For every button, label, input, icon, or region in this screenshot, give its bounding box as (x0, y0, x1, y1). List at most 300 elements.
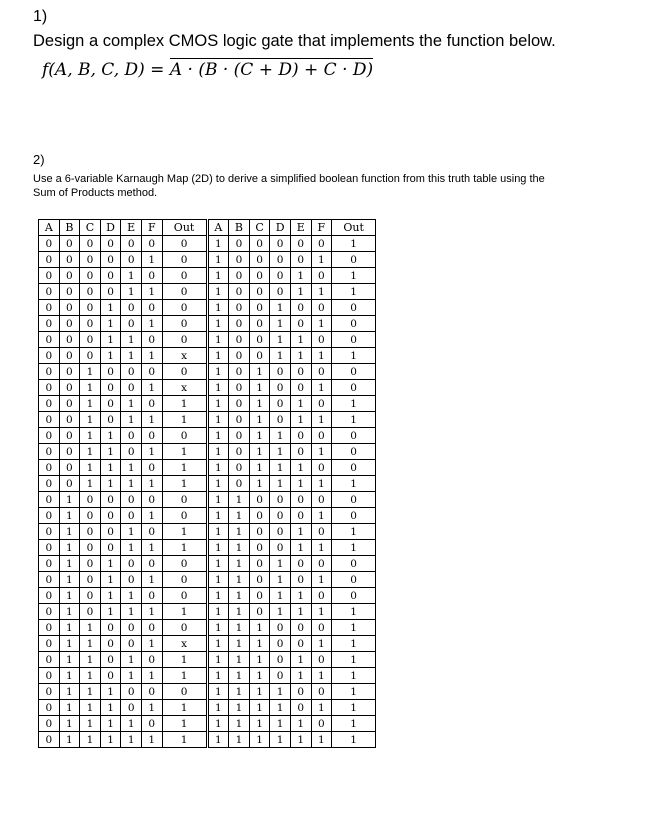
input-cell: 0 (270, 412, 291, 428)
output-cell: 1 (332, 620, 376, 636)
input-cell: 1 (80, 428, 101, 444)
input-cell: 0 (311, 300, 332, 316)
output-cell: 0 (162, 332, 207, 348)
input-cell: 0 (39, 460, 60, 476)
output-cell: 1 (162, 396, 207, 412)
input-cell: 0 (141, 396, 162, 412)
input-cell: 1 (80, 396, 101, 412)
table-row (39, 700, 376, 716)
output-cell: 1 (332, 668, 376, 684)
input-cell: 1 (59, 588, 80, 604)
input-cell: 0 (270, 364, 291, 380)
input-cell: 0 (270, 636, 291, 652)
input-cell: 0 (59, 396, 80, 412)
table-row (39, 428, 376, 444)
input-cell: 0 (141, 460, 162, 476)
input-cell: 0 (100, 252, 121, 268)
input-cell: 1 (290, 524, 311, 540)
table-row (39, 524, 376, 540)
output-cell: 0 (162, 252, 207, 268)
input-cell: 0 (80, 508, 101, 524)
input-cell: 1 (100, 460, 121, 476)
output-cell: 0 (162, 236, 207, 252)
input-cell: 1 (229, 492, 250, 508)
output-cell: 0 (332, 508, 376, 524)
input-cell: 0 (59, 412, 80, 428)
input-cell: 1 (229, 684, 250, 700)
input-cell: 1 (229, 620, 250, 636)
output-cell: 1 (332, 268, 376, 284)
input-cell: 0 (121, 236, 142, 252)
input-cell: 0 (39, 476, 60, 492)
input-cell: 0 (59, 252, 80, 268)
input-cell: 0 (270, 380, 291, 396)
input-cell: 0 (59, 284, 80, 300)
input-cell: 1 (229, 652, 250, 668)
input-cell: 0 (249, 252, 270, 268)
input-cell: 0 (39, 252, 60, 268)
input-cell: 1 (80, 668, 101, 684)
boolean-formula (42, 60, 373, 80)
input-cell: 1 (270, 300, 291, 316)
input-cell: 1 (311, 348, 332, 364)
input-cell: 1 (121, 284, 142, 300)
input-cell: 1 (207, 444, 229, 460)
input-cell: 1 (121, 348, 142, 364)
input-cell: 0 (39, 668, 60, 684)
input-cell: 0 (80, 348, 101, 364)
input-cell: 1 (207, 300, 229, 316)
input-cell: 0 (121, 636, 142, 652)
header-out-right: Out (332, 220, 376, 236)
input-cell: 1 (121, 604, 142, 620)
input-cell: 0 (121, 364, 142, 380)
input-cell: 0 (141, 300, 162, 316)
input-cell: 0 (39, 524, 60, 540)
input-cell: 0 (80, 268, 101, 284)
input-cell: 0 (80, 236, 101, 252)
input-cell: 1 (270, 476, 291, 492)
input-cell: 0 (270, 492, 291, 508)
table-row (39, 348, 376, 364)
output-cell: 1 (162, 460, 207, 476)
input-cell: 1 (207, 620, 229, 636)
table-row (39, 556, 376, 572)
input-cell: 1 (59, 732, 80, 748)
input-cell: 0 (39, 268, 60, 284)
input-cell: 0 (39, 540, 60, 556)
output-cell: 1 (332, 524, 376, 540)
input-cell: 1 (311, 508, 332, 524)
input-cell: 0 (229, 476, 250, 492)
question-2-text: Use a 6-variable Karnaugh Map (2D) to derive a simplified boolean function from this truth table using the Sum of Products method. (33, 173, 545, 199)
input-cell: 0 (59, 364, 80, 380)
input-cell: 1 (249, 732, 270, 748)
input-cell: 0 (290, 572, 311, 588)
input-cell: 1 (249, 380, 270, 396)
input-cell: 0 (311, 396, 332, 412)
header-c-right: C (249, 220, 270, 236)
input-cell: 0 (311, 620, 332, 636)
input-cell: 1 (141, 636, 162, 652)
input-cell: 0 (229, 252, 250, 268)
input-cell: 1 (141, 508, 162, 524)
input-cell: 0 (121, 700, 142, 716)
input-cell: 1 (207, 508, 229, 524)
input-cell: 1 (311, 476, 332, 492)
input-cell: 0 (311, 364, 332, 380)
input-cell: 1 (121, 396, 142, 412)
input-cell: 1 (80, 476, 101, 492)
input-cell: 1 (290, 284, 311, 300)
output-cell: 1 (332, 732, 376, 748)
input-cell: 0 (59, 348, 80, 364)
input-cell: 0 (39, 380, 60, 396)
output-cell: 1 (332, 236, 376, 252)
output-cell: 0 (162, 684, 207, 700)
input-cell: 1 (141, 572, 162, 588)
input-cell: 1 (59, 716, 80, 732)
input-cell: 0 (311, 268, 332, 284)
input-cell: 0 (100, 364, 121, 380)
output-cell: 0 (332, 556, 376, 572)
input-cell: 1 (290, 476, 311, 492)
input-cell: 0 (229, 268, 250, 284)
input-cell: 1 (80, 732, 101, 748)
input-cell: 0 (39, 444, 60, 460)
input-cell: 0 (80, 284, 101, 300)
input-cell: 0 (39, 316, 60, 332)
input-cell: 1 (311, 604, 332, 620)
input-cell: 1 (121, 412, 142, 428)
header-f-left: F (141, 220, 162, 236)
input-cell: 0 (80, 332, 101, 348)
input-cell: 1 (249, 652, 270, 668)
input-cell: 0 (311, 236, 332, 252)
output-cell: 1 (332, 684, 376, 700)
input-cell: 0 (39, 556, 60, 572)
input-cell: 1 (59, 668, 80, 684)
input-cell: 1 (270, 332, 291, 348)
output-cell: 1 (162, 652, 207, 668)
output-cell: 0 (332, 588, 376, 604)
output-cell: 1 (162, 716, 207, 732)
output-cell: 1 (332, 700, 376, 716)
table-row (39, 668, 376, 684)
input-cell: 0 (39, 348, 60, 364)
input-cell: 0 (229, 428, 250, 444)
table-row (39, 444, 376, 460)
input-cell: 0 (290, 252, 311, 268)
input-cell: 1 (59, 556, 80, 572)
input-cell: 0 (100, 396, 121, 412)
table-row (39, 684, 376, 700)
input-cell: 0 (121, 316, 142, 332)
input-cell: 1 (311, 636, 332, 652)
input-cell: 0 (141, 716, 162, 732)
input-cell: 1 (290, 716, 311, 732)
output-cell: 0 (162, 556, 207, 572)
table-row (39, 588, 376, 604)
input-cell: 0 (39, 364, 60, 380)
header-a-right: A (207, 220, 229, 236)
input-cell: 1 (141, 348, 162, 364)
input-cell: 0 (270, 524, 291, 540)
input-cell: 0 (100, 412, 121, 428)
input-cell: 0 (80, 572, 101, 588)
input-cell: 1 (59, 652, 80, 668)
input-cell: 1 (311, 412, 332, 428)
input-cell: 1 (249, 636, 270, 652)
input-cell: 1 (80, 620, 101, 636)
output-cell: 0 (162, 284, 207, 300)
input-cell: 0 (270, 668, 291, 684)
input-cell: 1 (121, 268, 142, 284)
input-cell: 1 (270, 460, 291, 476)
header-f-right: F (311, 220, 332, 236)
input-cell: 1 (100, 348, 121, 364)
output-cell: 1 (332, 284, 376, 300)
input-cell: 0 (249, 268, 270, 284)
input-cell: 0 (229, 348, 250, 364)
input-cell: 1 (100, 444, 121, 460)
input-cell: 1 (249, 460, 270, 476)
table-body (39, 236, 376, 748)
input-cell: 0 (290, 444, 311, 460)
input-cell: 1 (80, 684, 101, 700)
input-cell: 1 (290, 348, 311, 364)
input-cell: 0 (229, 444, 250, 460)
input-cell: 1 (290, 588, 311, 604)
input-cell: 0 (270, 236, 291, 252)
input-cell: 0 (141, 524, 162, 540)
input-cell: 1 (59, 684, 80, 700)
input-cell: 1 (141, 444, 162, 460)
input-cell: 1 (229, 588, 250, 604)
input-cell: 0 (311, 524, 332, 540)
table-row (39, 476, 376, 492)
output-cell: 0 (332, 492, 376, 508)
input-cell: 1 (229, 732, 250, 748)
input-cell: 0 (290, 620, 311, 636)
input-cell: 0 (270, 620, 291, 636)
input-cell: 0 (39, 396, 60, 412)
output-cell: 0 (332, 364, 376, 380)
input-cell: 0 (100, 268, 121, 284)
input-cell: 0 (249, 492, 270, 508)
input-cell: 0 (311, 684, 332, 700)
input-cell: 0 (121, 684, 142, 700)
input-cell: 0 (59, 428, 80, 444)
input-cell: 0 (59, 460, 80, 476)
output-cell: 0 (162, 572, 207, 588)
input-cell: 1 (290, 396, 311, 412)
input-cell: 1 (207, 732, 229, 748)
question-2-number: 2) (33, 152, 45, 167)
input-cell: 1 (270, 604, 291, 620)
input-cell: 1 (290, 460, 311, 476)
input-cell: 1 (270, 716, 291, 732)
input-cell: 1 (121, 652, 142, 668)
input-cell: 0 (141, 236, 162, 252)
input-cell: 1 (290, 732, 311, 748)
table-row (39, 460, 376, 476)
input-cell: 0 (39, 588, 60, 604)
output-cell: x (162, 348, 207, 364)
input-cell: 0 (39, 652, 60, 668)
input-cell: 0 (59, 268, 80, 284)
input-cell: 0 (270, 268, 291, 284)
input-cell: 0 (270, 508, 291, 524)
input-cell: 1 (229, 716, 250, 732)
header-a-left: A (39, 220, 60, 236)
input-cell: 0 (229, 332, 250, 348)
input-cell: 1 (207, 668, 229, 684)
input-cell: 0 (141, 684, 162, 700)
input-cell: 0 (270, 252, 291, 268)
output-cell: 0 (332, 460, 376, 476)
input-cell: 0 (80, 300, 101, 316)
input-cell: 1 (311, 380, 332, 396)
input-cell: 0 (229, 300, 250, 316)
input-cell: 0 (290, 364, 311, 380)
input-cell: 1 (80, 412, 101, 428)
table-row (39, 732, 376, 748)
output-cell: 0 (332, 300, 376, 316)
input-cell: 0 (59, 316, 80, 332)
input-cell: 0 (121, 428, 142, 444)
input-cell: 0 (121, 556, 142, 572)
header-d-left: D (100, 220, 121, 236)
input-cell: 0 (100, 636, 121, 652)
header-b-left: B (59, 220, 80, 236)
input-cell: 0 (311, 652, 332, 668)
input-cell: 1 (270, 700, 291, 716)
input-cell: 0 (80, 316, 101, 332)
input-cell: 0 (229, 460, 250, 476)
input-cell: 1 (207, 284, 229, 300)
output-cell: 0 (332, 332, 376, 348)
output-cell: 1 (162, 476, 207, 492)
input-cell: 0 (39, 700, 60, 716)
input-cell: 0 (59, 332, 80, 348)
question-1-number: 1) (33, 8, 48, 25)
input-cell: 1 (270, 588, 291, 604)
input-cell: 1 (229, 524, 250, 540)
header-d-right: D (270, 220, 291, 236)
input-cell: 1 (80, 364, 101, 380)
input-cell: 1 (121, 668, 142, 684)
output-cell: 0 (162, 316, 207, 332)
input-cell: 0 (270, 540, 291, 556)
table-header-row (39, 220, 376, 236)
table-row (39, 316, 376, 332)
input-cell: 1 (270, 444, 291, 460)
input-cell: 1 (207, 236, 229, 252)
input-cell: 1 (141, 732, 162, 748)
input-cell: 1 (100, 700, 121, 716)
output-cell: x (162, 380, 207, 396)
input-cell: 1 (141, 412, 162, 428)
output-cell: 0 (162, 364, 207, 380)
table-row (39, 332, 376, 348)
input-cell: 0 (311, 332, 332, 348)
input-cell: 0 (100, 236, 121, 252)
input-cell: 1 (249, 620, 270, 636)
input-cell: 1 (249, 684, 270, 700)
input-cell: 0 (290, 492, 311, 508)
output-cell: 1 (162, 412, 207, 428)
input-cell: 1 (121, 332, 142, 348)
input-cell: 0 (39, 284, 60, 300)
input-cell: 1 (249, 716, 270, 732)
input-cell: 1 (141, 284, 162, 300)
input-cell: 0 (249, 348, 270, 364)
input-cell: 1 (121, 460, 142, 476)
input-cell: 1 (311, 252, 332, 268)
input-cell: 0 (121, 300, 142, 316)
output-cell: 1 (332, 604, 376, 620)
input-cell: 0 (249, 332, 270, 348)
table-row (39, 236, 376, 252)
input-cell: 0 (59, 236, 80, 252)
input-cell: 1 (59, 572, 80, 588)
input-cell: 1 (59, 508, 80, 524)
input-cell: 1 (121, 540, 142, 556)
input-cell: 0 (141, 556, 162, 572)
input-cell: 1 (270, 428, 291, 444)
output-cell: 0 (162, 588, 207, 604)
table-row (39, 636, 376, 652)
input-cell: 0 (311, 588, 332, 604)
input-cell: 0 (39, 732, 60, 748)
input-cell: 1 (207, 348, 229, 364)
input-cell: 0 (80, 492, 101, 508)
input-cell: 1 (207, 588, 229, 604)
input-cell: 0 (100, 492, 121, 508)
input-cell: 0 (270, 396, 291, 412)
input-cell: 1 (249, 476, 270, 492)
output-cell: 1 (162, 540, 207, 556)
input-cell: 0 (141, 428, 162, 444)
output-cell: 1 (332, 348, 376, 364)
input-cell: 1 (141, 604, 162, 620)
input-cell: 1 (249, 364, 270, 380)
input-cell: 0 (229, 284, 250, 300)
input-cell: 1 (141, 668, 162, 684)
input-cell: 0 (229, 364, 250, 380)
input-cell: 1 (141, 316, 162, 332)
header-e-right: E (290, 220, 311, 236)
table-row (39, 716, 376, 732)
input-cell: 0 (290, 428, 311, 444)
input-cell: 1 (290, 332, 311, 348)
input-cell: 1 (207, 524, 229, 540)
input-cell: 0 (100, 284, 121, 300)
formula-rhs-overlined: A · (B · (C + D) + C · D) (169, 60, 374, 80)
input-cell: 0 (290, 684, 311, 700)
input-cell: 0 (80, 588, 101, 604)
input-cell: 1 (229, 540, 250, 556)
input-cell: 1 (100, 716, 121, 732)
input-cell: 1 (207, 556, 229, 572)
table-row (39, 268, 376, 284)
output-cell: 1 (162, 732, 207, 748)
input-cell: 1 (249, 444, 270, 460)
input-cell: 1 (207, 716, 229, 732)
input-cell: 1 (207, 268, 229, 284)
input-cell: 0 (290, 508, 311, 524)
